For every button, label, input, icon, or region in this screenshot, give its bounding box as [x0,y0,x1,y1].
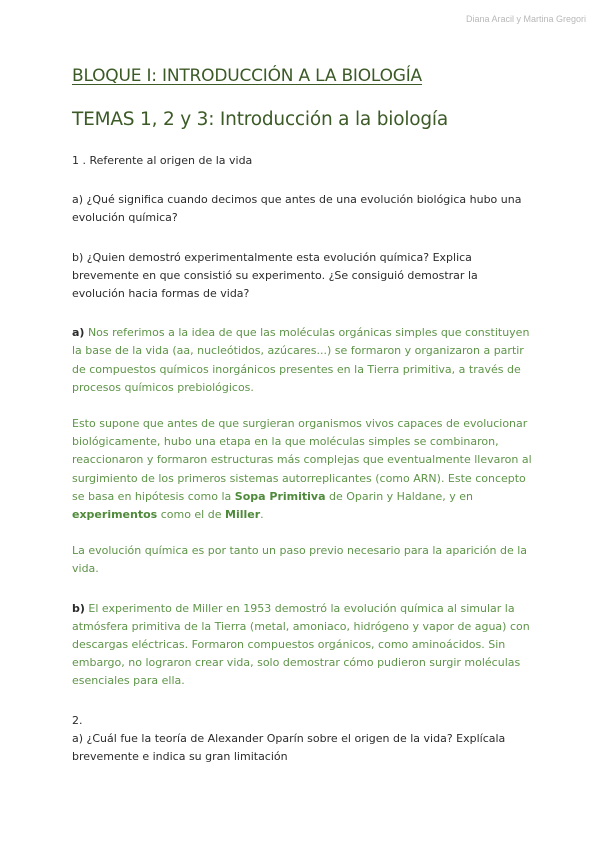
header-authors: Diana Aracil y Martina Gregori [465,14,586,24]
answer-1b-label: b) [72,601,85,615]
document-body [72,66,532,766]
answer-1a-p1 [72,324,532,397]
answer-1a-p2-start: Esto supone que antes de que surgieran organismos vivos capaces de evolucionar biológicamente, hubo una etapa en la que moléculas simples se combinaron, reaccionaron y formaron estructuras más complejas que eventualmente llevaron al surgimiento de los primeros sistemas autorreplicantes (como ARN). Este concepto se basa en hipótesis como la [72,417,532,503]
term-sopa-primitiva: Sopa Primitiva [234,489,326,503]
section1-heading: 1 . Referente al origen de la vida [72,154,253,167]
answer-1a-p3: La evolución química es por tanto un paso previo necesario para la aparición de la vida. [72,544,528,576]
question-2a: a) ¿Cuál fue la teoría de Alexander Oparín sobre el origen de la vida? Explícala brevemente e indica su gran limitación [72,731,506,764]
answer-1b [72,600,532,691]
answer-1a-label: a) [72,326,85,340]
bloque-title: BLOQUE I: INTRODUCCIÓN A LA BIOLOGÍA [72,66,422,86]
question-1b: b) ¿Quien demostró experimentalmente esta evolución química? Explica brevemente en que consistió su experimento. ¿Se consiguió demostrar la evolución hacia formas de vida? [72,250,478,301]
question-1a: a) ¿Qué significa cuando decimos que antes de una evolución biológica hubo una evolución química? [72,193,522,225]
temas-title: TEMAS 1, 2 y 3: Introducción a la biología [72,109,449,130]
term-experimentos: experimentos [72,508,158,522]
section2-heading: 2. [72,713,83,727]
term-miller: Miller [225,508,261,522]
answer-1a-p2 [72,415,532,524]
answer-1a-p1-text: Nos referimos a la idea de que las moléculas orgánicas simples que constituyen la base de la vida (aa, nucleótidos, azúcares...) se formaron y organizaron a partir de compuestos químicos inorgánicos presentes en la Tierra primitiva, a través de procesos químicos prebiológicos. [72,326,530,394]
answer-1a-p2-mid1: de Oparin y Haldane, y en [325,489,473,503]
answer-1a-p2-end: . [260,508,264,522]
answer-1b-text: El experimento de Miller en 1953 demostró la evolución química al simular la atmósfera primitiva de la Tierra (metal, amoniaco, hidrógeno y vapor de agua) con descargas eléctricas. Formaron compuestos orgánicos, como aminoácidos. Sin embargo, no lograron crear vida, solo demostrar cómo pudieron surgir moléculas esenciales para ella. [72,601,530,688]
answer-1a-p2-mid2: como el de [157,508,225,522]
